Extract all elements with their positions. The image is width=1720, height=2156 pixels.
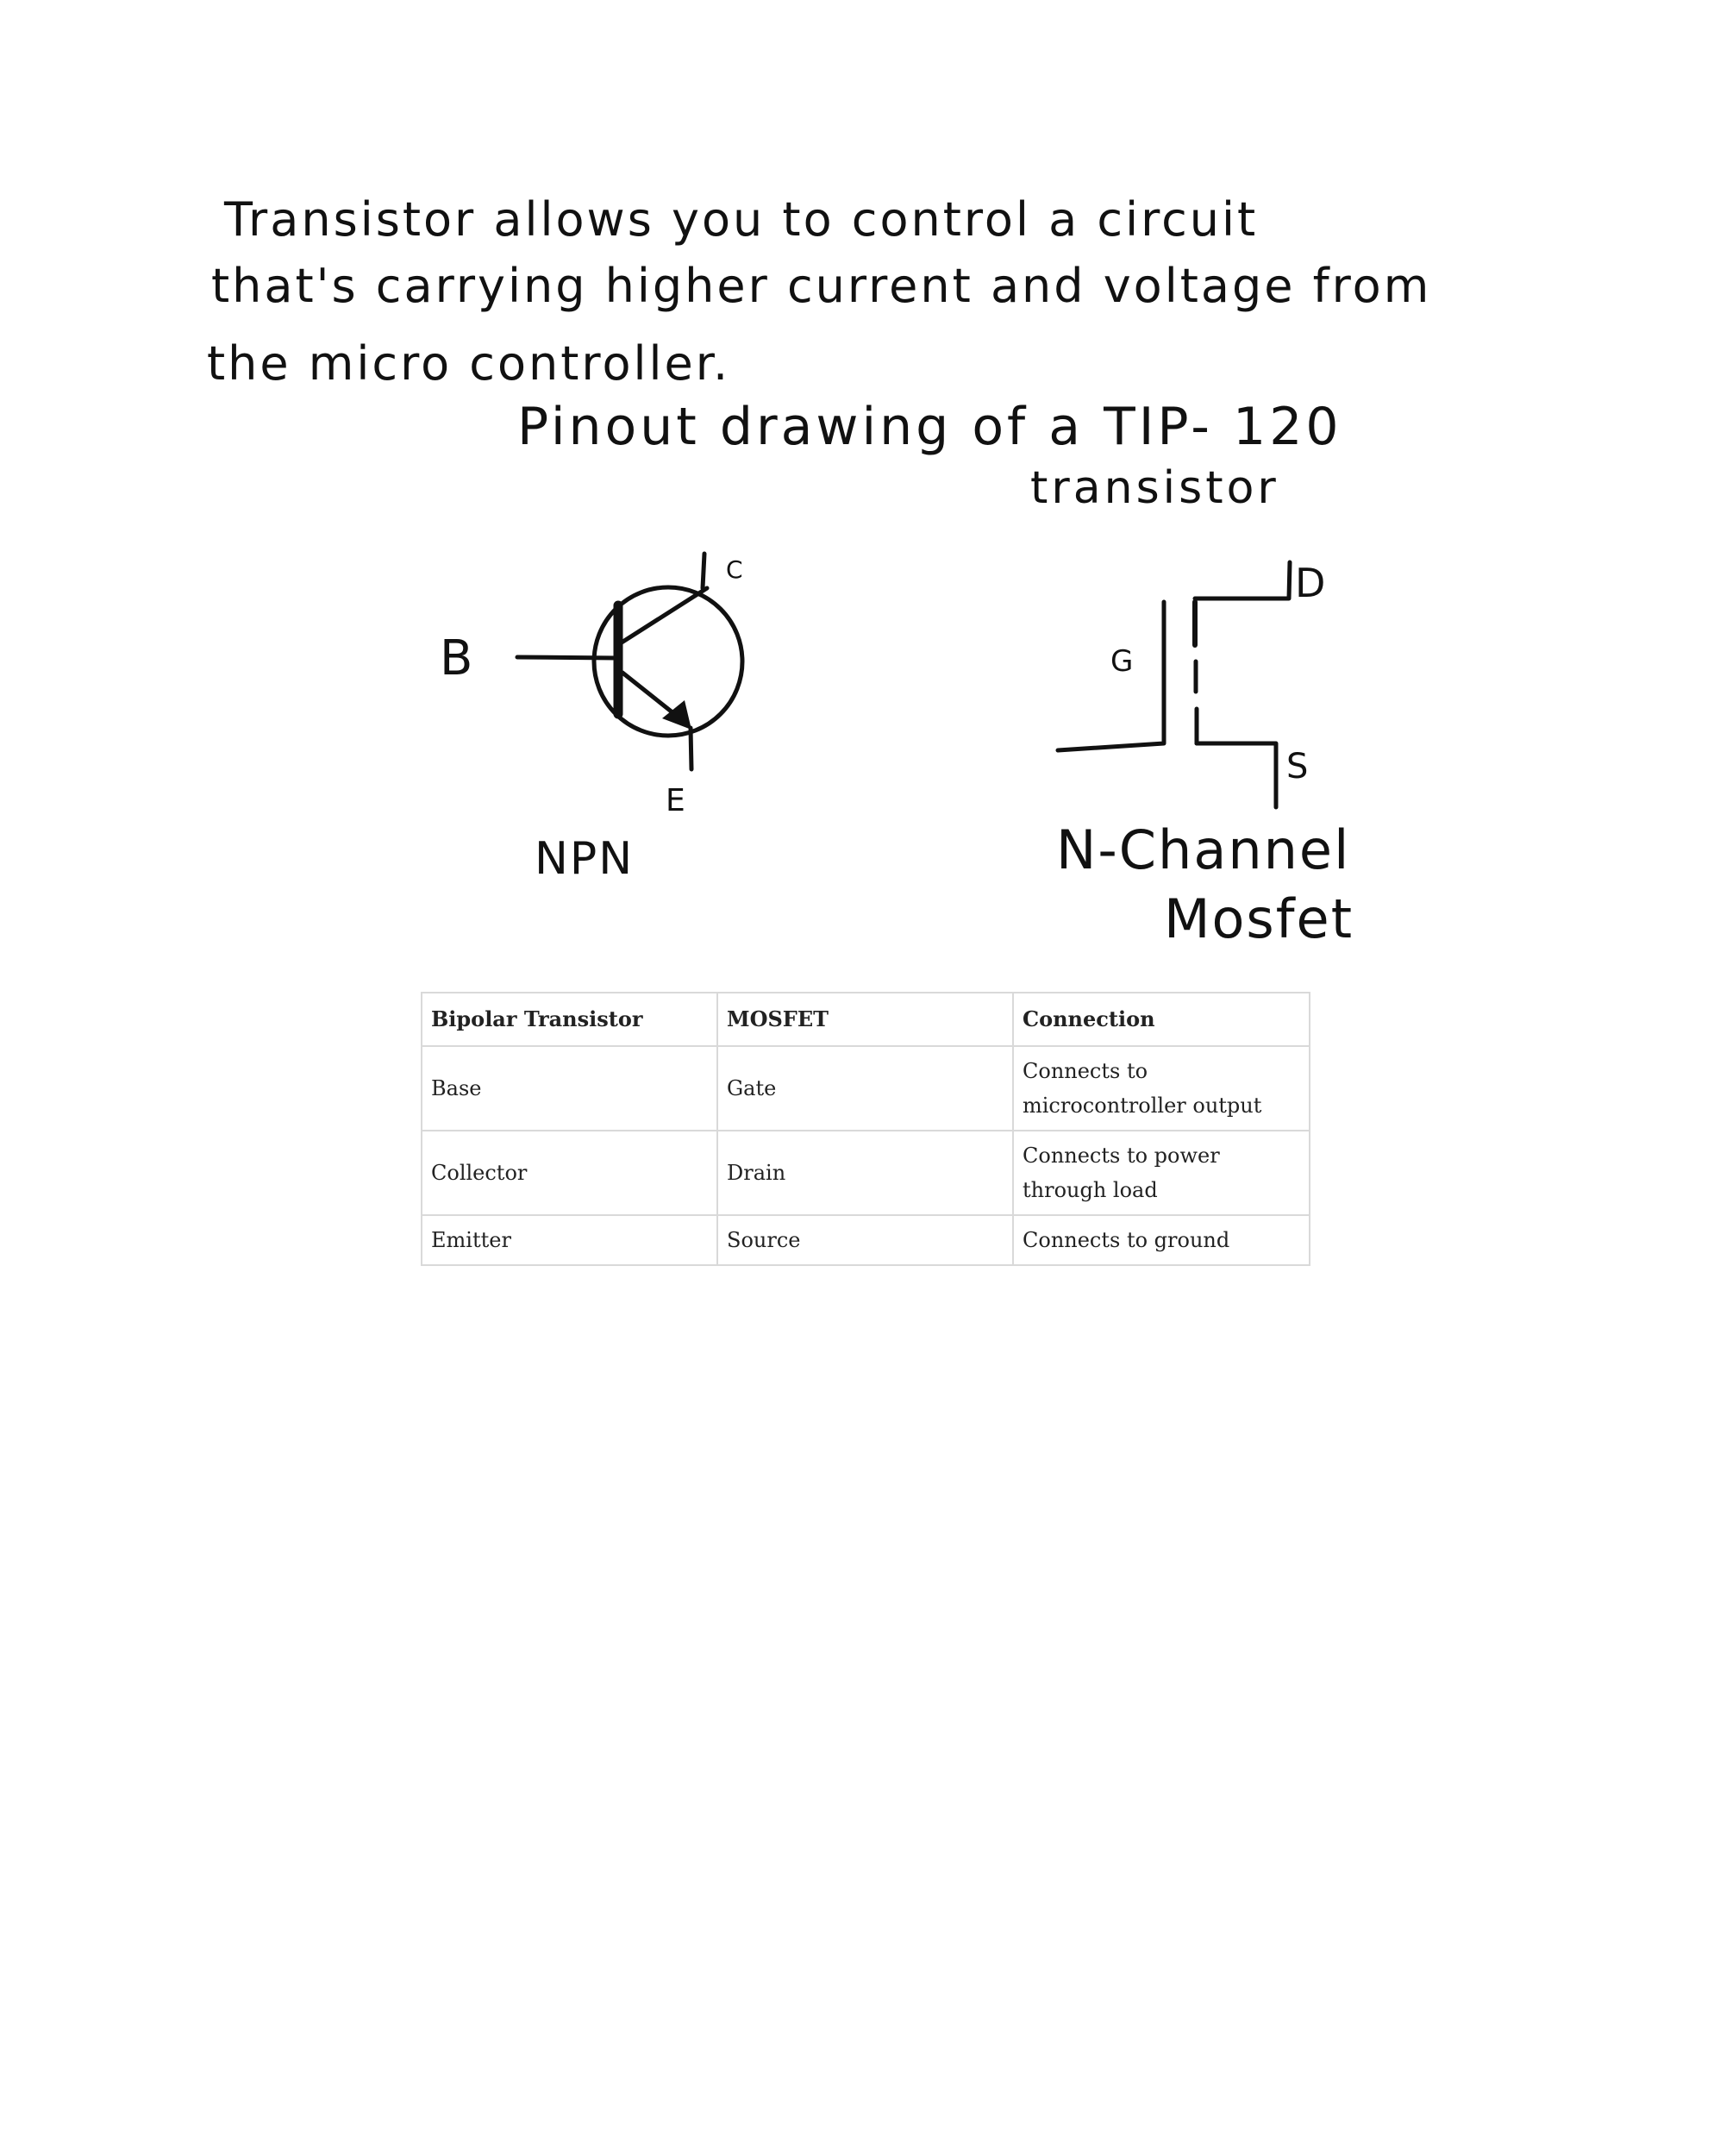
npn-emitter-label: E: [666, 783, 685, 818]
cell-mosfet: Gate: [717, 1046, 1013, 1131]
mosfet-drain-label: D: [1295, 560, 1326, 606]
npn-base-label: B: [440, 630, 473, 686]
header-connection: Connection: [1013, 993, 1310, 1046]
mosfet-source-lead: [1197, 743, 1276, 807]
npn-collector-lead: [703, 554, 704, 588]
table-row: [422, 1046, 1310, 1131]
table-header-row: [422, 993, 1310, 1046]
mosfet-drain-lead: [1195, 562, 1290, 599]
npn-collector-label: C: [726, 555, 743, 584]
cell-connection: Connects to power through load: [1013, 1131, 1310, 1215]
cell-mosfet: Source: [717, 1215, 1013, 1265]
cell-bipolar: Base: [422, 1046, 717, 1131]
note-line-3: the micro controller.: [207, 336, 731, 391]
header-mosfet: MOSFET: [717, 993, 1013, 1046]
table-row: [422, 1215, 1310, 1265]
note-line-2: that's carrying higher current and voltage from: [211, 259, 1432, 313]
mosfet-caption-line-2: Mosfet: [1164, 887, 1354, 950]
pin-mapping-table: [421, 992, 1310, 1266]
table-row: [422, 1131, 1310, 1215]
mosfet-symbol: [1035, 543, 1397, 819]
mosfet-source-label: S: [1286, 747, 1309, 787]
diagram-title-continued: transistor: [1030, 462, 1279, 514]
mosfet-caption-line-1: N-Channel: [1056, 818, 1351, 881]
npn-transistor-symbol: [414, 535, 776, 828]
npn-emitter-arrow: [662, 700, 691, 730]
cell-connection: Connects to microcontroller output: [1013, 1046, 1310, 1131]
cell-bipolar: Emitter: [422, 1215, 717, 1265]
header-bipolar-transistor: Bipolar Transistor: [422, 993, 717, 1046]
cell-mosfet: Drain: [717, 1131, 1013, 1215]
npn-base-lead: [517, 657, 617, 658]
cell-bipolar: Collector: [422, 1131, 717, 1215]
note-line-1: Transistor allows you to control a circuit: [224, 192, 1259, 247]
mosfet-gate-label: G: [1110, 644, 1134, 679]
diagram-title: Pinout drawing of a TIP- 120: [517, 397, 1342, 457]
npn-caption: NPN: [535, 833, 635, 885]
cell-connection: Connects to ground: [1013, 1215, 1310, 1265]
